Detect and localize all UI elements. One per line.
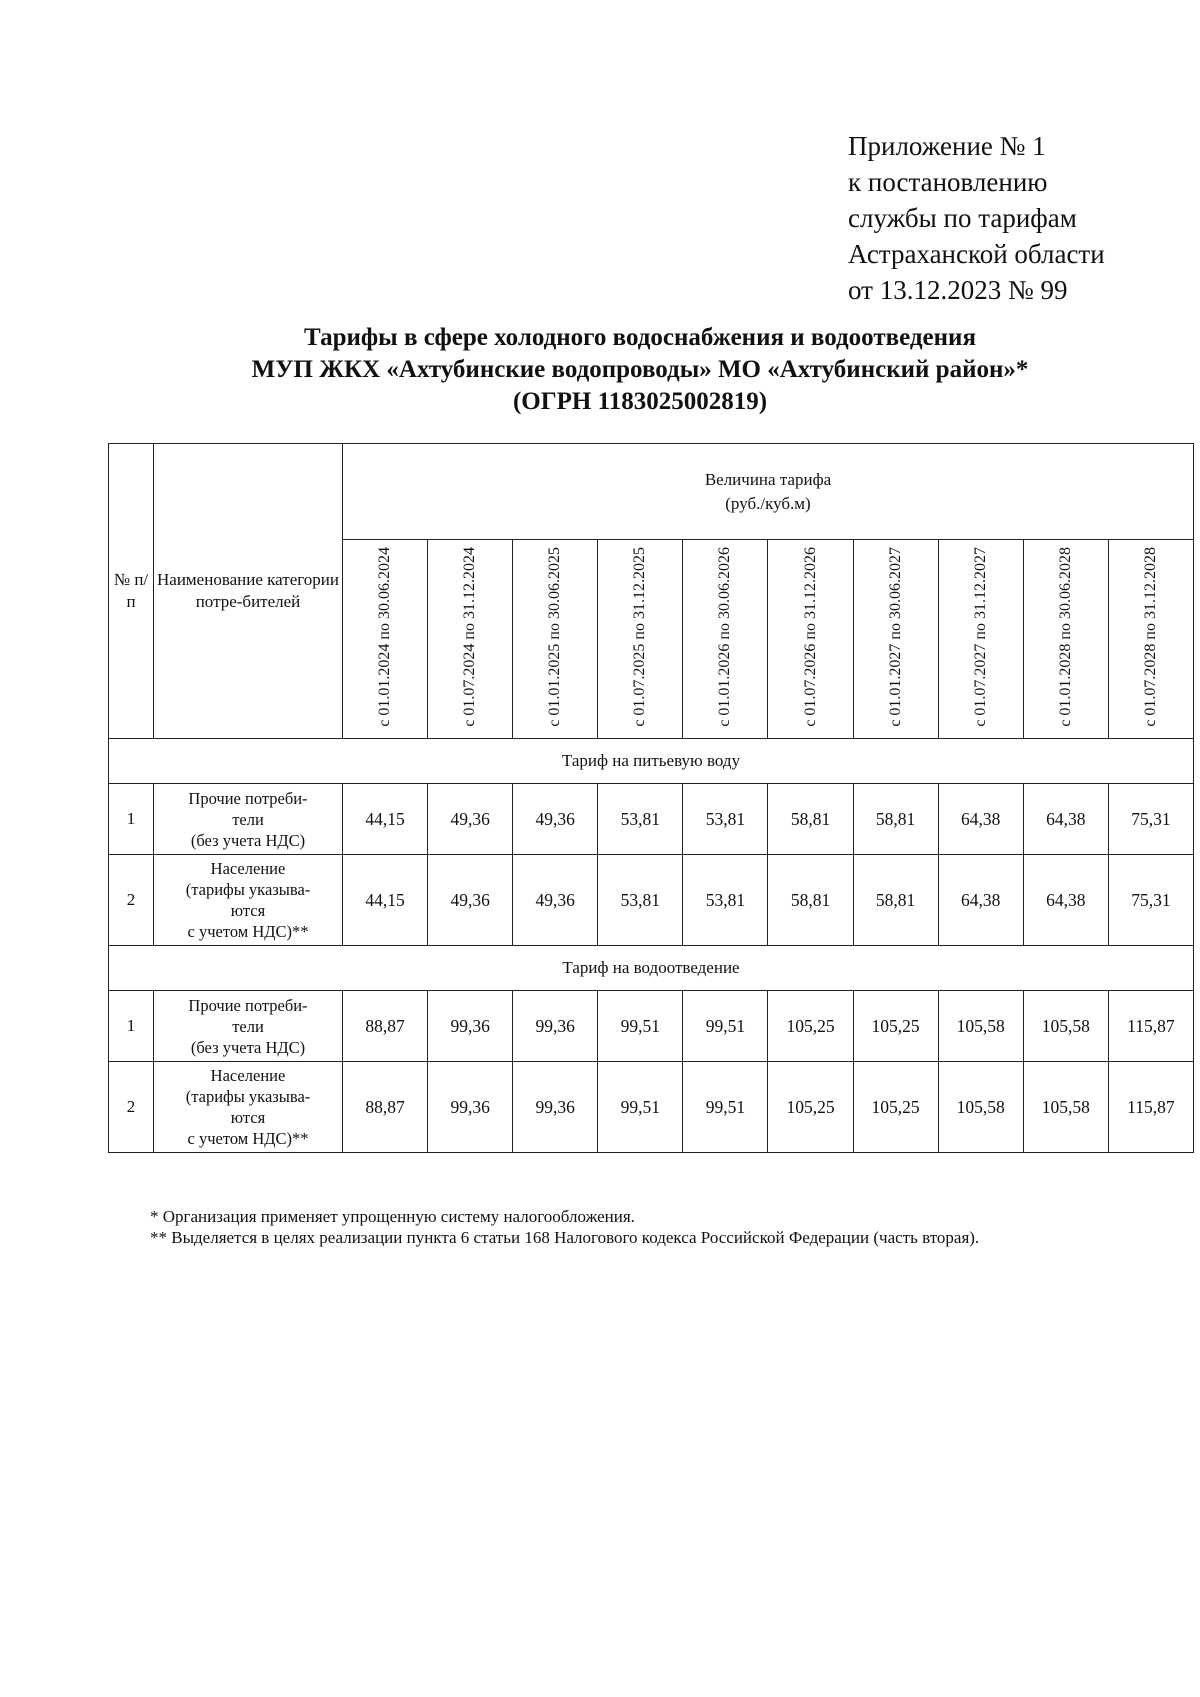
category-line: Прочие потреби- [188, 788, 308, 808]
period-label: с 01.01.2024 по 30.06.2024 [376, 546, 394, 727]
tariff-value-cell: 58,81 [853, 855, 938, 946]
title-line: Тарифы в сфере холодного водоснабжения и водоотведения [304, 324, 976, 351]
tariff-value-cell: 99,51 [598, 991, 683, 1062]
tariff-value-cell: 99,51 [598, 1062, 683, 1153]
tariff-value-cell: 88,87 [343, 991, 428, 1062]
tariff-value-cell: 99,36 [513, 991, 598, 1062]
appendix-line: службы по тарифам [848, 203, 1077, 233]
tariff-value-cell: 105,25 [853, 991, 938, 1062]
category-line: Население [210, 1066, 286, 1085]
tariff-value-cell: 53,81 [598, 784, 683, 855]
tariff-value-cell: 58,81 [853, 784, 938, 855]
section-row [109, 739, 1194, 784]
tariff-value-cell: 99,51 [683, 991, 768, 1062]
header-tariff-unit: (руб./куб.м) [725, 493, 811, 513]
tariff-value-cell: 58,81 [768, 855, 853, 946]
appendix-line: Астраханской области [848, 239, 1105, 269]
header-tariff-value-label: Величина тарифа [704, 469, 832, 489]
category-line: тели [232, 1016, 264, 1036]
category-line: ются [230, 901, 266, 920]
period-header [938, 540, 1023, 739]
footnote: * Организация применяет упрощенную систему налогообложения. [150, 1207, 635, 1226]
period-label: с 01.07.2025 по 31.12.2025 [631, 546, 649, 727]
tariff-value-cell: 99,36 [428, 991, 513, 1062]
period-header [1023, 540, 1108, 739]
tariff-table [108, 443, 1194, 1153]
tariff-value-cell: 75,31 [1108, 784, 1193, 855]
period-header [343, 540, 428, 739]
row-number: 1 [109, 784, 154, 855]
period-header [683, 540, 768, 739]
category-line: (тарифы указыва- [185, 1087, 311, 1106]
appendix-line: от 13.12.2023 № 99 [848, 275, 1068, 305]
row-category [154, 855, 343, 946]
period-header [513, 540, 598, 739]
title-line: (ОГРН 1183025002819) [512, 388, 768, 415]
category-line: Население [210, 859, 286, 878]
tariff-value-cell: 58,81 [768, 784, 853, 855]
category-line: ются [230, 1108, 266, 1127]
tariff-value-cell: 99,51 [683, 1062, 768, 1153]
category-line: с учетом НДС)** [187, 1129, 309, 1148]
document-title [150, 322, 1130, 418]
tariff-value-cell: 88,87 [343, 1062, 428, 1153]
tariff-value-cell: 99,36 [513, 1062, 598, 1153]
tariff-value-cell: 53,81 [683, 855, 768, 946]
row-number: 2 [109, 1062, 154, 1153]
tariff-value-cell: 64,38 [1023, 855, 1108, 946]
section-title: Тариф на питьевую воду [109, 739, 1194, 784]
header-row [109, 444, 1194, 540]
period-label: с 01.07.2028 по 31.12.2028 [1141, 546, 1159, 727]
header-category: Наименование категории потре-бителей [154, 444, 343, 739]
table-row [109, 1062, 1194, 1153]
tariff-table-wrapper [108, 443, 1194, 1153]
appendix-line: Приложение № 1 [848, 131, 1046, 161]
period-header [428, 540, 513, 739]
period-header [598, 540, 683, 739]
category-line: Прочие потреби- [188, 995, 308, 1015]
period-label: с 01.01.2025 по 30.06.2025 [546, 546, 564, 727]
tariff-value-cell: 105,25 [768, 991, 853, 1062]
tariff-value-cell: 53,81 [683, 784, 768, 855]
tariff-value-cell: 49,36 [428, 855, 513, 946]
tariff-value-cell: 105,58 [938, 1062, 1023, 1153]
tariff-value-cell: 115,87 [1108, 991, 1193, 1062]
tariff-value-cell: 64,38 [1023, 784, 1108, 855]
period-label: с 01.07.2024 по 31.12.2024 [461, 546, 479, 727]
tariff-value-cell: 44,15 [343, 784, 428, 855]
tariff-value-cell: 64,38 [938, 855, 1023, 946]
tariff-value-cell: 105,25 [853, 1062, 938, 1153]
period-header [768, 540, 853, 739]
period-header [853, 540, 938, 739]
appendix-block [848, 128, 1178, 308]
tariff-value-cell: 75,31 [1108, 855, 1193, 946]
tariff-value-cell: 115,87 [1108, 1062, 1193, 1153]
period-label: с 01.01.2026 по 30.06.2026 [716, 546, 734, 727]
tariff-value-cell: 44,15 [343, 855, 428, 946]
category-line: (без учета НДС) [190, 1037, 306, 1057]
footnote: ** Выделяется в целях реализации пункта 6 статьи 168 Налогового кодекса Российской Федерации (часть вторая). [150, 1228, 980, 1247]
appendix-line: к постановлению [848, 167, 1048, 197]
category-line: с учетом НДС)** [187, 922, 309, 941]
title-line: МУП ЖКХ «Ахтубинские водопроводы» МО «Ахтубинский район»* [251, 356, 1029, 383]
section-title: Тариф на водоотведение [109, 946, 1194, 991]
tariff-value-cell: 64,38 [938, 784, 1023, 855]
row-category [154, 784, 343, 855]
category-line: (тарифы указыва- [185, 880, 311, 899]
tariff-value-cell: 105,58 [1023, 1062, 1108, 1153]
tariff-value-cell: 99,36 [428, 1062, 513, 1153]
period-label: с 01.07.2027 по 31.12.2027 [971, 546, 989, 727]
category-line: (без учета НДС) [190, 830, 306, 850]
table-row [109, 991, 1194, 1062]
row-number: 2 [109, 855, 154, 946]
period-label: с 01.07.2026 по 31.12.2026 [801, 546, 819, 727]
row-category [154, 991, 343, 1062]
table-row [109, 855, 1194, 946]
tariff-value-cell: 53,81 [598, 855, 683, 946]
tariff-value-cell: 49,36 [428, 784, 513, 855]
tariff-value-cell: 105,58 [1023, 991, 1108, 1062]
row-number: 1 [109, 991, 154, 1062]
row-category [154, 1062, 343, 1153]
table-row [109, 784, 1194, 855]
tariff-value-cell: 105,25 [768, 1062, 853, 1153]
category-line: тели [232, 809, 264, 829]
tariff-value-cell: 49,36 [513, 784, 598, 855]
header-number: № п/ п [109, 444, 154, 739]
footnotes [150, 1206, 1150, 1248]
period-label: с 01.01.2027 по 30.06.2027 [886, 546, 904, 727]
tariff-value-cell: 49,36 [513, 855, 598, 946]
period-label: с 01.01.2028 по 30.06.2028 [1056, 546, 1074, 727]
tariff-value-cell: 105,58 [938, 991, 1023, 1062]
header-tariff-value [343, 444, 1194, 540]
period-header [1108, 540, 1193, 739]
section-row [109, 946, 1194, 991]
